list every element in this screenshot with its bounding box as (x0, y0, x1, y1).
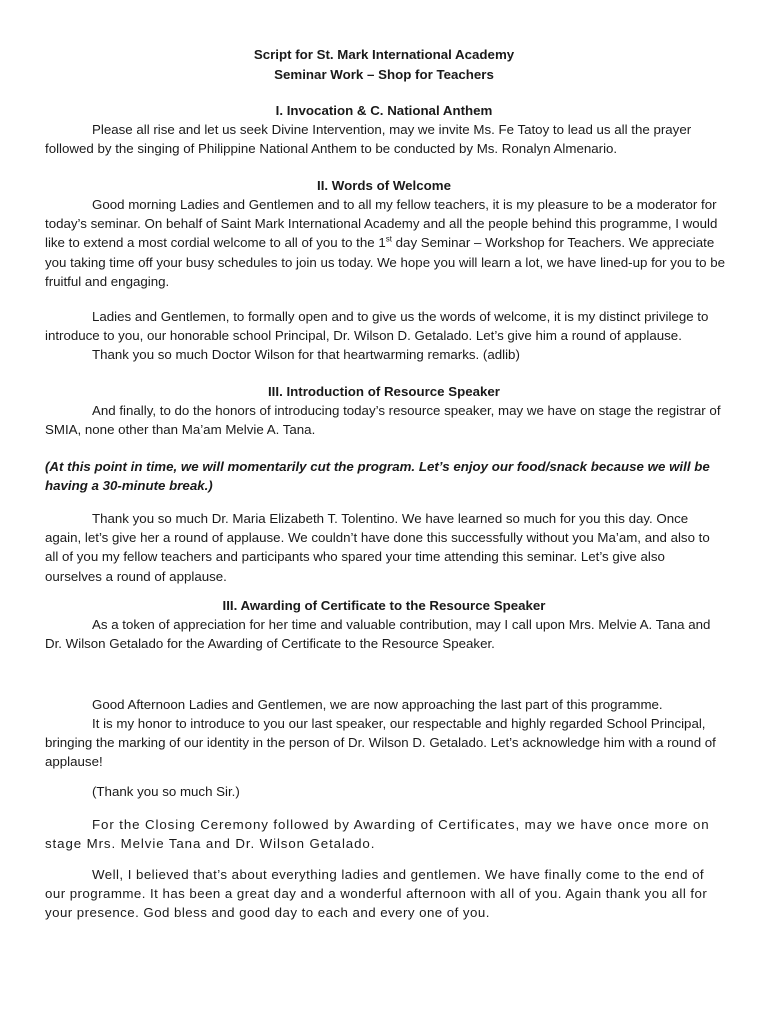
paragraph-closing-afternoon: Good Afternoon Ladies and Gentlemen, we are now approaching the last part of this programme. (92, 697, 663, 712)
paragraph-welcome-thanks: Thank you so much Doctor Wilson for that heartwarming remarks. (adlib) (92, 347, 520, 362)
paragraph-closing-ceremony: For the Closing Ceremony followed by Awarding of Certificates, may we have once more on stage Mrs. Melvie Tana and Dr. Wilson Getalado. (45, 817, 710, 852)
paragraph-closing-speaker: It is my honor to introduce to you our last speaker, our respectable and highly regarded School Principal, bringing the marking of our identity in the person of Dr. Wilson D. Getalado. Let’s acknowledge him with a round of applause! (45, 716, 716, 770)
paragraph-awarding: As a token of appreciation for her time and valuable contribution, may I call upon Mrs. Melvie A. Tana and Dr. Wilson Getalado for the Awarding of Certificate to the Resource Speaker. (45, 617, 711, 652)
section-heading-awarding: III. Awarding of Certificate to the Resource Speaker (222, 598, 546, 613)
section-heading-welcome: II. Words of Welcome (317, 178, 451, 193)
paragraph-speaker-thanks: Thank you so much Dr. Maria Elizabeth T. Tolentino. We have learned so much for you this day. Once again, let’s give her a round of applause. We couldn’t have done this successfully without you Ma’am, and also to all of you my fellow teachers and participants who spared your time attending this seminar. Let’s give also ourselves a round of applause. (45, 511, 710, 584)
paragraph-break-note: (At this point in time, we will momentarily cut the program. Let’s enjoy our food/snack because we will be having a 30-minute break.) (45, 459, 710, 494)
paragraph-welcome-principal: Ladies and Gentlemen, to formally open and to give us the words of welcome, it is my distinct privilege to introduce to you, our honorable school Principal, Dr. Wilson D. Getalado. Let’s give him a round of applause. (45, 309, 709, 344)
document-subtitle: Seminar Work – Shop for Teachers (274, 67, 494, 82)
section-heading-invocation: I. Invocation & C. National Anthem (275, 103, 493, 118)
paragraph-closing-final: Well, I believed that’s about everything ladies and gentlemen. We have finally come to the end of our programme. It has been a great day and a wonderful afternoon with all of you. Again thank you all for your presence. God bless and good day to each and every one of you. (45, 867, 708, 921)
section-heading-speaker: III. Introduction of Resource Speaker (267, 384, 500, 399)
paragraph-welcome-intro: Good morning Ladies and Gentlemen and to all my fellow teachers, it is my pleasure to be a moderator for today’s seminar. On behalf of Saint Mark International Academy and all the people behind this programme, I would like to extend a most cordial welcome to all of you to the 1st day Seminar – Workshop for Teachers. We appreciate you taking time off your busy schedules to join us today. We hope you will learn a lot, we have lined-up for you to be fruitful and engaging. (45, 197, 726, 289)
paragraph-invocation: Please all rise and let us seek Divine Intervention, may we invite Ms. Fe Tatoy to lead us all the prayer followed by the singing of Philippine National Anthem to be conducted by Ms. Ronalyn Almenario. (45, 122, 692, 157)
paragraph-closing-thanks-sir: (Thank you so much Sir.) (92, 784, 240, 799)
paragraph-speaker-intro: And finally, to do the honors of introducing today’s resource speaker, may we have on stage the registrar of SMIA, none other than Ma’am Melvie A. Tana. (45, 403, 721, 438)
ordinal-superscript: st (385, 234, 392, 244)
document-title: Script for St. Mark International Academy (253, 47, 515, 62)
